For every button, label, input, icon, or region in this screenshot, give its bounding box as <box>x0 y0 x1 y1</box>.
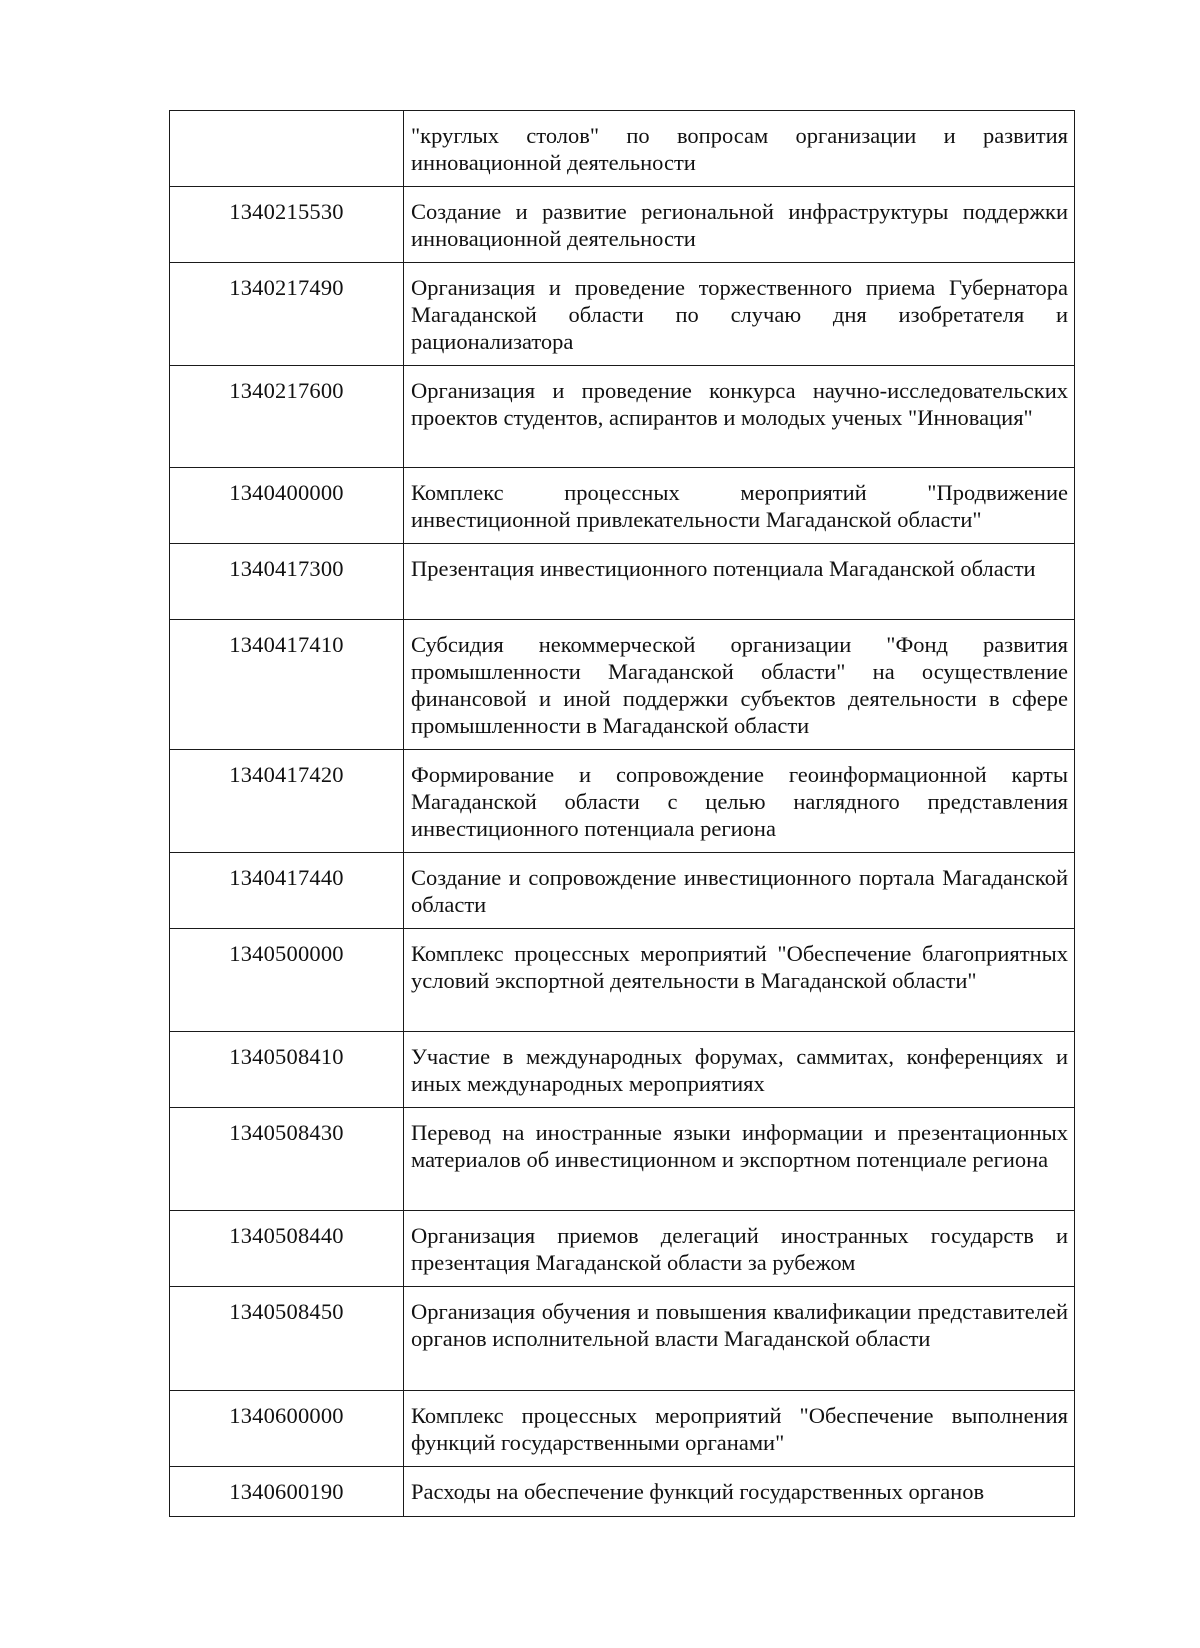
table-row <box>170 1211 1075 1287</box>
table-row <box>170 1391 1075 1467</box>
description-cell: Создание и сопровождение инвестиционного портала Магаданской области <box>404 853 1075 929</box>
table-row <box>170 1467 1075 1517</box>
description-cell: Презентация инвестиционного потенциала Магаданской области <box>404 544 1075 620</box>
code-cell: 1340500000 <box>170 929 404 1032</box>
code-cell: 1340217600 <box>170 366 404 468</box>
description-cell: Комплекс процессных мероприятий "Продвижение инвестиционной привлекательности Магаданской области" <box>404 468 1075 544</box>
description-cell: Организация и проведение конкурса научно-исследовательских проектов студентов, аспирантов и молодых ученых "Инновация" <box>404 366 1075 468</box>
description-cell: Участие в международных форумах, саммитах, конференциях и иных международных мероприятиях <box>404 1032 1075 1108</box>
table-row <box>170 853 1075 929</box>
description-cell: Организация приемов делегаций иностранных государств и презентация Магаданской области за рубежом <box>404 1211 1075 1287</box>
code-cell <box>170 111 404 187</box>
table-row <box>170 929 1075 1032</box>
description-cell: Перевод на иностранные языки информации и презентационных материалов об инвестиционном и экспортном потенциале региона <box>404 1108 1075 1211</box>
code-cell: 1340600190 <box>170 1467 404 1517</box>
description-cell: Формирование и сопровождение геоинформационной карты Магаданской области с целью наглядного представления инвестиционного потенциала региона <box>404 750 1075 853</box>
table-row <box>170 1032 1075 1108</box>
table-row <box>170 750 1075 853</box>
description-cell: "круглых столов" по вопросам организации и развития инновационной деятельности <box>404 111 1075 187</box>
table-row <box>170 468 1075 544</box>
code-cell: 1340417420 <box>170 750 404 853</box>
table-row <box>170 1287 1075 1391</box>
budget-codes-table <box>169 110 1075 1517</box>
description-cell: Комплекс процессных мероприятий "Обеспечение выполнения функций государственными органами" <box>404 1391 1075 1467</box>
code-cell: 1340417300 <box>170 544 404 620</box>
description-cell: Расходы на обеспечение функций государственных органов <box>404 1467 1075 1517</box>
code-cell: 1340508450 <box>170 1287 404 1391</box>
table-row <box>170 1108 1075 1211</box>
table-row <box>170 544 1075 620</box>
code-cell: 1340400000 <box>170 468 404 544</box>
table-row <box>170 187 1075 263</box>
description-cell: Организация обучения и повышения квалификации представителей органов исполнительной власти Магаданской области <box>404 1287 1075 1391</box>
code-cell: 1340600000 <box>170 1391 404 1467</box>
code-cell: 1340508430 <box>170 1108 404 1211</box>
description-cell: Комплекс процессных мероприятий "Обеспечение благоприятных условий экспортной деятельности в Магаданской области" <box>404 929 1075 1032</box>
table-row <box>170 366 1075 468</box>
code-cell: 1340417440 <box>170 853 404 929</box>
code-cell: 1340508410 <box>170 1032 404 1108</box>
code-cell: 1340215530 <box>170 187 404 263</box>
description-cell: Организация и проведение торжественного приема Губернатора Магаданской области по случаю дня изобретателя и рационализатора <box>404 263 1075 366</box>
table-row <box>170 263 1075 366</box>
code-cell: 1340417410 <box>170 620 404 750</box>
table-row <box>170 111 1075 187</box>
description-cell: Создание и развитие региональной инфраструктуры поддержки инновационной деятельности <box>404 187 1075 263</box>
description-cell: Субсидия некоммерческой организации "Фонд развития промышленности Магаданской области" на осуществление финансовой и иной поддержки субъектов деятельности в сфере промышленности в Магаданской области <box>404 620 1075 750</box>
code-cell: 1340508440 <box>170 1211 404 1287</box>
table-body <box>170 111 1075 1517</box>
code-cell: 1340217490 <box>170 263 404 366</box>
table-row <box>170 620 1075 750</box>
